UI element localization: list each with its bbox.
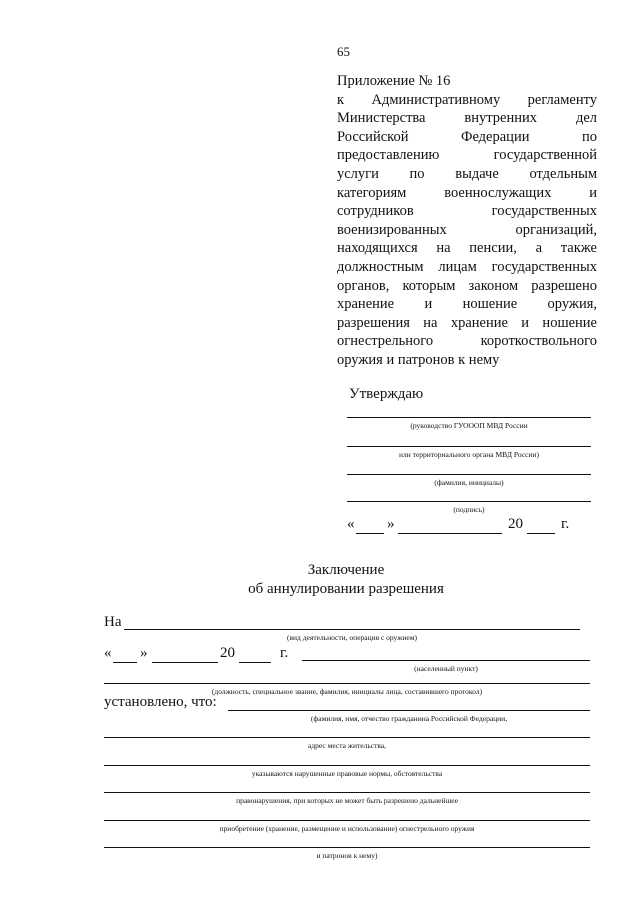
acquisition-field[interactable] xyxy=(104,820,590,821)
position-caption: (должность, специальное звание, фамилия, инициалы лица, составившего протокол) xyxy=(211,687,483,696)
approval-name-line[interactable] xyxy=(347,474,591,475)
approval-day-field[interactable] xyxy=(356,533,384,534)
body-date-open-quote: « xyxy=(104,645,112,661)
norms-field[interactable] xyxy=(104,765,590,766)
approval-year-field[interactable] xyxy=(527,533,555,534)
activity-caption: (вид деятельности, операция с оружием) xyxy=(287,633,417,642)
address-caption: адрес места жительства, xyxy=(308,741,386,750)
page-number: 65 xyxy=(337,44,350,59)
body-date-row xyxy=(104,645,304,665)
approval-month-field[interactable] xyxy=(398,533,502,534)
appendix-line: предоставлению государственной xyxy=(337,147,597,164)
appendix-line: должностным лицам государственных xyxy=(337,258,597,275)
address-field[interactable] xyxy=(104,737,590,738)
appendix-line: Российской Федерации по xyxy=(337,128,597,145)
appendix-line: военизированных организаций, xyxy=(337,221,597,238)
appendix-line: категориям военнослужащих и xyxy=(337,184,597,201)
approval-year-suffix: г. xyxy=(561,516,570,532)
locality-field[interactable] xyxy=(302,660,590,661)
appendix-block xyxy=(337,72,597,370)
document-title: Заключение xyxy=(307,562,385,578)
approval-territorial-caption: или территориального органа МВД России) xyxy=(399,450,539,459)
on-label: На xyxy=(104,614,122,630)
body-year-field[interactable] xyxy=(239,662,271,663)
norms-caption: указываются нарушенные правовые нормы, обстоятельства xyxy=(251,769,443,778)
appendix-line: огнестрельного короткоствольного xyxy=(337,333,597,350)
appendix-line: Приложение № 16 xyxy=(337,73,451,89)
approval-year-prefix: 20 xyxy=(508,516,523,532)
approval-territorial-line[interactable] xyxy=(347,446,591,447)
established-label: установлено, что: xyxy=(104,694,217,710)
appendix-line: оружия и патронов к нему xyxy=(337,351,500,368)
approval-management-caption: (руководство ГУОООП МВД России xyxy=(410,421,528,430)
appendix-line: разрешения на хранение и ношение xyxy=(337,314,597,331)
approval-signature-caption: (подпись) xyxy=(453,505,485,514)
approval-name-caption: (фамилия, инициалы) xyxy=(434,478,504,487)
citizen-field[interactable] xyxy=(228,710,590,711)
offense-caption: правонарушения, при которых не может быть разрешено дальнейшее xyxy=(236,796,458,805)
ammo-caption: и патронов к нему) xyxy=(316,851,378,860)
appendix-line: хранение и ношение оружия, xyxy=(337,296,597,313)
appendix-line: услуги по выдаче отдельным xyxy=(337,165,597,182)
appendix-line: сотрудников государственных xyxy=(337,203,597,220)
appendix-line: к Административному регламенту xyxy=(337,91,597,108)
appendix-line: находящихся на пенсии, а также xyxy=(337,240,597,257)
appendix-line: Министерства внутренних дел xyxy=(337,110,597,127)
citizen-caption: (фамилия, имя, отчество гражданина Российской Федерации, xyxy=(310,714,508,723)
body-date-close-quote: » xyxy=(140,645,148,661)
offense-field[interactable] xyxy=(104,792,590,793)
body-day-field[interactable] xyxy=(113,662,137,663)
approval-management-line[interactable] xyxy=(347,417,591,418)
activity-field[interactable] xyxy=(124,629,580,630)
approval-heading: Утверждаю xyxy=(349,386,424,402)
acquisition-caption: приобретение (хранение, размещение и использование) огнестрельного оружия xyxy=(219,824,475,833)
approval-date-row xyxy=(347,516,607,536)
body-year-prefix: 20 xyxy=(220,645,235,661)
ammo-field[interactable] xyxy=(104,847,590,848)
body-month-field[interactable] xyxy=(152,662,218,663)
locality-caption: (населенный пункт) xyxy=(414,664,478,673)
approval-signature-line[interactable] xyxy=(347,501,591,502)
body-year-suffix: г. xyxy=(280,645,289,661)
position-field[interactable] xyxy=(104,683,590,684)
document-subtitle: об аннулировании разрешения xyxy=(248,581,444,597)
approval-date-close-quote: » xyxy=(387,516,395,532)
approval-date-open-quote: « xyxy=(347,516,355,532)
appendix-line: органов, которым законом разрешено xyxy=(337,277,597,294)
